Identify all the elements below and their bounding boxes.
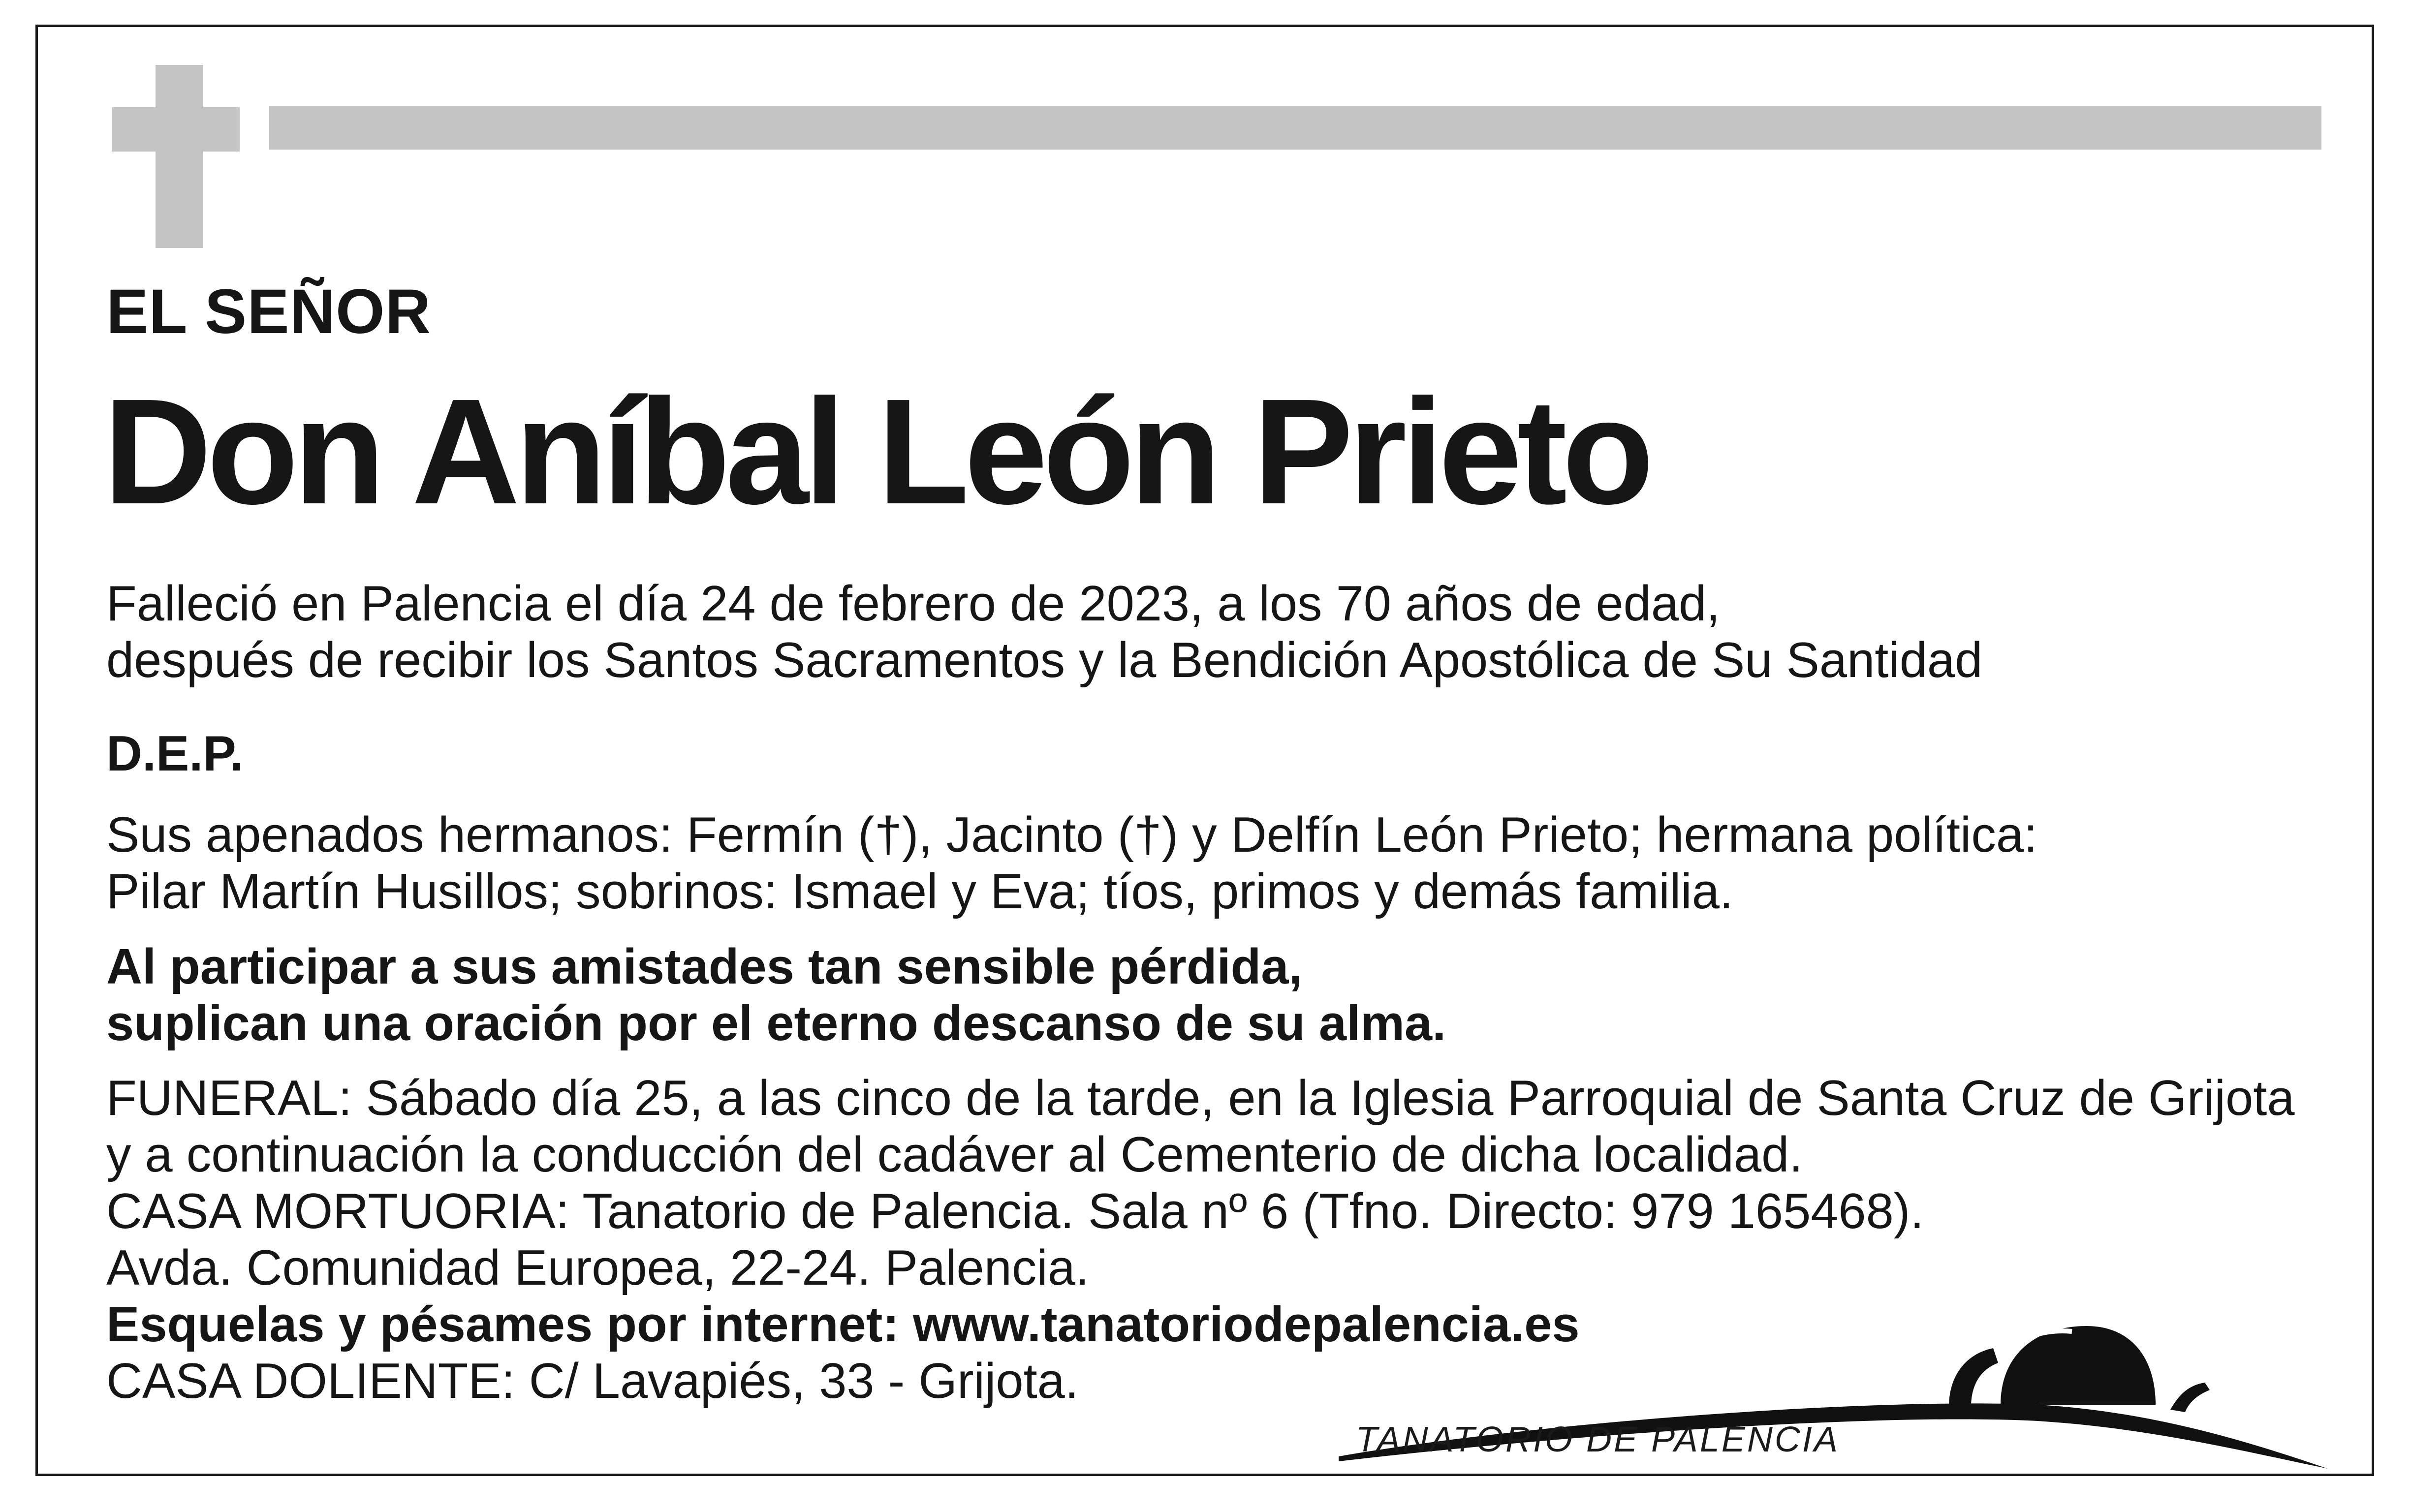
dep-text: D.E.P. (106, 726, 244, 781)
death-notice-line: Falleció en Palencia el día 24 de febrero de 2023, a los 70 años de edad, (106, 576, 1721, 631)
family-line: Sus apenados hermanos: Fermín (†), Jacinto (†) y Delfín León Prieto; hermana política: (106, 807, 2038, 863)
prayer-request (106, 939, 1446, 1052)
family-line: Pilar Martín Husillos; sobrinos: Ismael y Eva; tíos, primos y demás familia. (106, 864, 1733, 919)
internet-line: Esquelas y pésames por internet: www.tanatoriodepalencia.es (106, 1297, 1580, 1352)
deceased-name: Don Aníbal León Prieto (103, 368, 1649, 535)
mourning-house-line: CASA DOLIENTE: C/ Lavapiés, 33 - Grijota. (106, 1354, 1079, 1409)
address-line: Avda. Comunidad Europea, 22-24. Palencia. (106, 1240, 1090, 1296)
prayer-line: Al participar a sus amistades tan sensible pérdida, (106, 939, 1303, 994)
prayer-line: suplican una oración por el eterno descanso de su alma. (106, 996, 1446, 1051)
family-list (106, 807, 2037, 920)
funeral-line: y a continuación la conducción del cadáver al Cementerio de dicha localidad. (106, 1127, 1803, 1182)
mortuary-line: CASA MORTUORIA: Tanatorio de Palencia. Sala nº 6 (Tfno. Directo: 979 165468). (106, 1184, 1924, 1239)
logo-text: TANATORIO DE PALENCIA (1356, 1420, 1840, 1459)
funeral-line: FUNERAL: Sábado día 25, a las cinco de la tarde, en la Iglesia Parroquial de Santa Cruz de Grijota (106, 1071, 2295, 1126)
header-bar (269, 106, 2321, 150)
honorific-title: EL SEÑOR (106, 277, 431, 347)
cross-icon-horizontal (112, 107, 240, 152)
death-notice (106, 576, 1982, 689)
death-notice-line: después de recibir los Santos Sacramentos y la Bendición Apostólica de Su Santidad (106, 633, 1983, 688)
cross-icon-vertical (156, 65, 203, 248)
